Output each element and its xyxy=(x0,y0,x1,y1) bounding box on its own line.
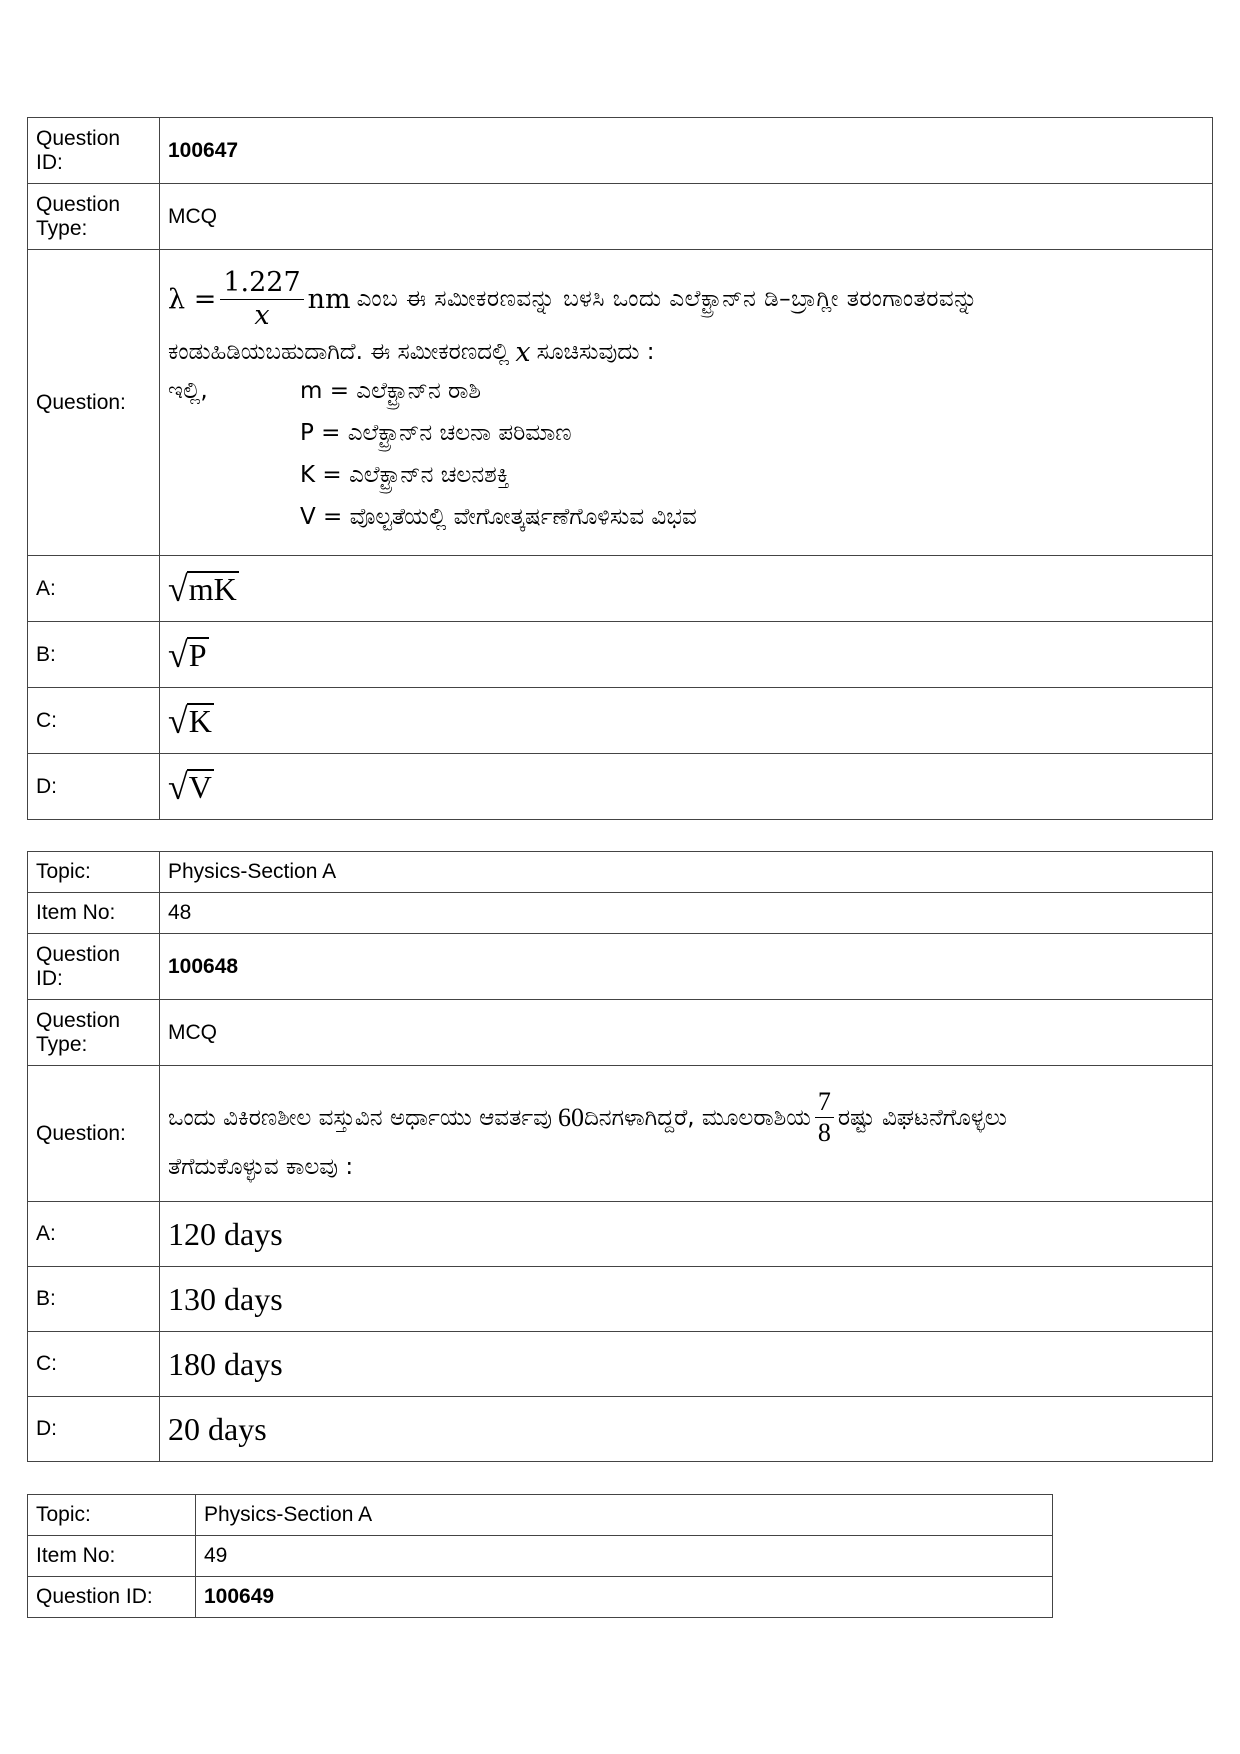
question-line-1 xyxy=(168,1087,1204,1148)
question-text-line-1c: ರಷ್ಟು ವಿಘಟನೆಗೊಳ್ಳಲು xyxy=(837,1104,1007,1131)
question-text-line-1b: ದಿನಗಳಾಗಿದ್ದರೆ, ಮೂಲರಾಶಿಯ xyxy=(583,1104,811,1131)
question-text-line-1a: ಒಂದು ವಿಕಿರಣಶೀಲ ವಸ್ತುವಿನ ಅರ್ಧಾಯು ಆವರ್ತವು xyxy=(168,1104,552,1131)
question-line-1 xyxy=(168,267,1204,330)
option-c[interactable]: 180 days xyxy=(160,1332,1213,1397)
row-question-id xyxy=(28,1577,1053,1618)
variable-x: x xyxy=(515,336,531,368)
question-type-value: MCQ xyxy=(160,1000,1213,1066)
formula-fraction xyxy=(220,267,303,330)
row-option-b xyxy=(28,1267,1213,1332)
label-item-no: Item No: xyxy=(28,1536,196,1577)
row-topic xyxy=(28,852,1213,893)
question-type-value: MCQ xyxy=(160,184,1213,250)
label-question-type: Question Type: xyxy=(28,184,160,250)
question-body xyxy=(160,250,1213,556)
option-a-radicand: mK xyxy=(188,570,237,607)
row-option-c xyxy=(28,1332,1213,1397)
definition-p: P = ಎಲೆಕ್ಟ್ರಾನ್‌ನ ಚಲನಾ ಪರಿಮಾಣ xyxy=(300,419,572,446)
row-topic xyxy=(28,1495,1053,1536)
question-line-2 xyxy=(168,337,1204,368)
sqrt-expression xyxy=(168,766,214,807)
row-option-d xyxy=(28,1397,1213,1462)
definition-row xyxy=(168,496,1204,538)
label-question-id: Question ID: xyxy=(28,1577,196,1618)
definition-m: m = ಎಲೆಕ್ಟ್ರಾನ್‌ನ ರಾಶಿ xyxy=(300,377,481,404)
option-b[interactable]: 130 days xyxy=(160,1267,1213,1332)
row-option-b xyxy=(28,622,1213,688)
formula-lhs: λ = xyxy=(168,283,217,315)
item-no-value: 48 xyxy=(160,893,1213,934)
label-option-d: D: xyxy=(28,754,160,820)
option-a[interactable] xyxy=(160,556,1213,622)
row-question xyxy=(28,250,1213,556)
row-option-c xyxy=(28,688,1213,754)
label-option-a: A: xyxy=(28,1202,160,1267)
label-question: Question: xyxy=(28,250,160,556)
label-question-id: Question ID: xyxy=(28,934,160,1000)
here-label: ಇಲ್ಲಿ, xyxy=(168,377,208,404)
radical-sign: √ xyxy=(168,568,188,609)
option-d[interactable]: 20 days xyxy=(160,1397,1213,1462)
label-topic: Topic: xyxy=(28,1495,196,1536)
option-d[interactable] xyxy=(160,754,1213,820)
sqrt-expression xyxy=(168,634,209,675)
label-question-type: Question Type: xyxy=(28,1000,160,1066)
row-question-type xyxy=(28,1000,1213,1066)
formula-unit: nm xyxy=(307,283,351,315)
definitions xyxy=(168,370,1204,538)
label-option-b: B: xyxy=(28,622,160,688)
sqrt-expression xyxy=(168,568,239,609)
question-text-line-2: ತೆಗೆದುಕೊಳ್ಳುವ ಕಾಲವು : xyxy=(168,1153,354,1180)
label-option-b: B: xyxy=(28,1267,160,1332)
sqrt-expression xyxy=(168,700,214,741)
option-c-radicand: K xyxy=(188,702,212,739)
definition-row xyxy=(168,370,1204,412)
question-table-100649 xyxy=(27,1494,1053,1618)
row-question-type xyxy=(28,184,1213,250)
definition-k: K = ಎಲೆಕ್ಟ್ರಾನ್‌ನ ಚಲನಶಕ್ತಿ xyxy=(300,461,510,488)
row-item-no xyxy=(28,1536,1053,1577)
option-b-radicand: P xyxy=(188,636,207,673)
fraction-numerator: 7 xyxy=(815,1087,834,1118)
formula-denominator: x xyxy=(254,299,270,331)
item-no-value: 49 xyxy=(196,1536,1053,1577)
question-table-100647 xyxy=(27,117,1213,820)
row-option-a xyxy=(28,556,1213,622)
label-question-id: Question ID: xyxy=(28,118,160,184)
row-question-id xyxy=(28,934,1213,1000)
label-option-d: D: xyxy=(28,1397,160,1462)
radical-sign: √ xyxy=(168,766,188,807)
option-c[interactable] xyxy=(160,688,1213,754)
definition-v: V = ವೊಲ್ಟತೆಯಲ್ಲಿ ವೇಗೋತ್ಕರ್ಷಣೆಗೊಳಿಸುವ ವಿಭವ xyxy=(300,503,697,530)
fraction-seven-eighths xyxy=(815,1087,834,1148)
question-table-100648 xyxy=(27,851,1213,1462)
row-option-d xyxy=(28,754,1213,820)
row-item-no xyxy=(28,893,1213,934)
row-question xyxy=(28,1066,1213,1202)
question-body xyxy=(160,1066,1213,1202)
question-text-line-1: ಎಂಬ ಈ ಸಮೀಕರಣವನ್ನು ಬಳಸಿ ಒಂದು ಎಲೆಕ್ಟ್ರಾನ್‌ನ ಡಿ–ಬ್ರಾಗ್ಲೀ ತರಂಗಾಂತರವನ್ನು xyxy=(356,286,978,312)
definition-row xyxy=(168,412,1204,454)
row-question-id xyxy=(28,118,1213,184)
topic-value: Physics-Section A xyxy=(196,1495,1053,1536)
formula-numerator: 1.227 xyxy=(220,267,303,299)
option-a[interactable]: 120 days xyxy=(160,1202,1213,1267)
label-option-c: C: xyxy=(28,1332,160,1397)
option-b[interactable] xyxy=(160,622,1213,688)
question-id-value: 100647 xyxy=(160,118,1213,184)
definition-row xyxy=(168,454,1204,496)
radical-sign: √ xyxy=(168,700,188,741)
label-option-c: C: xyxy=(28,688,160,754)
fraction-denominator: 8 xyxy=(817,1118,831,1147)
label-option-a: A: xyxy=(28,556,160,622)
question-id-value: 100649 xyxy=(196,1577,1053,1618)
label-question: Question: xyxy=(28,1066,160,1202)
label-topic: Topic: xyxy=(28,852,160,893)
row-option-a xyxy=(28,1202,1213,1267)
question-text-line-2a: ಕಂಡುಹಿಡಿಯಬಹುದಾಗಿದೆ. ಈ ಸಮೀಕರಣದಲ್ಲಿ xyxy=(168,339,510,366)
half-life-number: 60 xyxy=(557,1102,584,1132)
question-text-line-2b: ಸೂಚಿಸುವುದು : xyxy=(536,339,655,366)
option-d-radicand: V xyxy=(188,768,212,805)
radical-sign: √ xyxy=(168,634,188,675)
question-line-2 xyxy=(168,1154,1204,1180)
topic-value: Physics-Section A xyxy=(160,852,1213,893)
label-item-no: Item No: xyxy=(28,893,160,934)
question-id-value: 100648 xyxy=(160,934,1213,1000)
